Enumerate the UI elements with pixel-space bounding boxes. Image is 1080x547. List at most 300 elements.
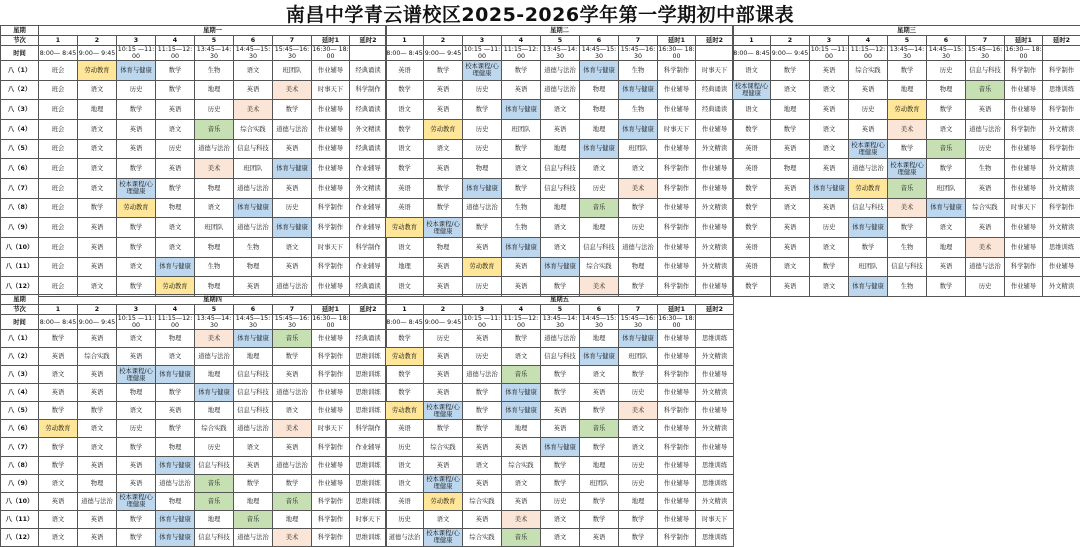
lesson-cell: 校本课程/心理健康 — [463, 61, 502, 81]
class-label: 八（12） — [1, 277, 39, 297]
lesson-cell: 班团队 — [619, 139, 658, 159]
lesson-cell: 生物 — [888, 237, 927, 257]
class-label: 八（2） — [1, 80, 39, 100]
lesson-cell: 语文 — [234, 61, 273, 81]
lesson-cell: 数学 — [156, 80, 195, 100]
lesson-cell: 信息与科技 — [234, 366, 273, 384]
lesson-cell: 数学 — [619, 510, 658, 528]
lesson-cell: 劳动教育 — [386, 218, 424, 238]
lesson-cell: 语文 — [733, 61, 771, 81]
lesson-cell: 地理 — [541, 198, 580, 218]
lesson-cell: 道德与法治 — [234, 420, 273, 438]
class-label: 八（9） — [1, 474, 39, 492]
class-row — [386, 384, 734, 402]
class-row — [1, 257, 387, 277]
lesson-cell: 科学制作 — [350, 237, 387, 257]
period-time: 15:45—16:30 — [273, 46, 312, 61]
lesson-cell: 英语 — [502, 277, 541, 297]
period-number: 4 — [502, 305, 541, 315]
week-label: 星期 — [1, 295, 39, 305]
period-number: 延时2 — [350, 36, 387, 46]
lesson-cell: 思维训练 — [1043, 237, 1080, 257]
lesson-cell: 地理 — [580, 456, 619, 474]
lesson-cell: 语文 — [39, 510, 78, 528]
lesson-cell: 数学 — [117, 277, 156, 297]
period-time: 13:45—14:30 — [541, 46, 580, 61]
period-time — [1043, 46, 1080, 61]
class-row — [1, 80, 387, 100]
lesson-cell: 道德与法治 — [273, 277, 312, 297]
lesson-cell: 信息与科技 — [541, 159, 580, 179]
lesson-cell: 英语 — [463, 438, 502, 456]
lesson-cell: 数学 — [117, 438, 156, 456]
lesson-cell: 数学 — [541, 456, 580, 474]
lesson-cell: 英语 — [810, 159, 849, 179]
lesson-cell: 数学 — [234, 474, 273, 492]
lesson-cell: 时事天下 — [696, 510, 734, 528]
period-time: 8:00— 8:45 — [386, 315, 424, 330]
lesson-cell: 体育与健康 — [195, 384, 234, 402]
lesson-cell: 数学 — [541, 277, 580, 297]
lesson-cell: 科学制作 — [312, 366, 350, 384]
class-row — [386, 348, 734, 366]
lesson-cell: 地理 — [195, 366, 234, 384]
lesson-cell: 外文精读 — [1043, 159, 1080, 179]
lesson-cell: 劳动教育 — [849, 178, 888, 198]
lesson-cell: 语文 — [927, 218, 966, 238]
lesson-cell: 信息与科技 — [234, 384, 273, 402]
lesson-cell: 地理 — [888, 80, 927, 100]
lesson-cell: 语文 — [78, 159, 117, 179]
lesson-cell: 数学 — [927, 277, 966, 297]
period-number: 1 — [386, 36, 424, 46]
lesson-cell: 信息与科技 — [541, 178, 580, 198]
lesson-cell: 数学 — [117, 528, 156, 546]
period-number: 7 — [619, 305, 658, 315]
day-header: 星期四 — [39, 295, 387, 305]
lesson-cell: 数学 — [463, 420, 502, 438]
period-time: 15:45—16:30 — [966, 46, 1005, 61]
lesson-cell: 历史 — [810, 218, 849, 238]
lesson-cell: 综合实践 — [849, 61, 888, 81]
lesson-cell: 班会 — [39, 100, 78, 120]
lesson-cell: 综合实践 — [463, 492, 502, 510]
lesson-cell: 音乐 — [195, 492, 234, 510]
class-row — [1, 474, 387, 492]
lesson-cell: 英语 — [771, 277, 810, 297]
lesson-cell: 地理 — [502, 420, 541, 438]
class-label: 八（8） — [1, 198, 39, 218]
lesson-cell: 思维训练 — [350, 528, 387, 546]
period-time: 8:00— 8:45 — [39, 315, 78, 330]
class-row — [1, 237, 387, 257]
lesson-cell: 科学制作 — [312, 218, 350, 238]
lesson-cell: 语文 — [234, 438, 273, 456]
lesson-cell: 语文 — [156, 348, 195, 366]
lesson-cell: 综合实践 — [580, 257, 619, 277]
lesson-cell: 科学制作 — [658, 218, 696, 238]
lesson-cell: 班会 — [39, 159, 78, 179]
lesson-cell: 作业辅导 — [658, 330, 696, 348]
lesson-cell: 语文 — [156, 119, 195, 139]
lesson-cell: 物理 — [156, 198, 195, 218]
lesson-cell: 语文 — [156, 218, 195, 238]
lesson-cell: 数学 — [733, 178, 771, 198]
lesson-cell: 英语 — [771, 139, 810, 159]
class-label: 八（11） — [1, 510, 39, 528]
lesson-cell: 科学制作 — [658, 528, 696, 546]
class-row — [386, 218, 734, 238]
lesson-cell: 历史 — [195, 438, 234, 456]
lesson-cell: 英语 — [117, 474, 156, 492]
lesson-cell: 英语 — [580, 528, 619, 546]
lesson-cell: 作业辅导 — [696, 159, 734, 179]
lesson-cell: 思维训练 — [350, 402, 387, 420]
period-time: 11:15—12:00 — [156, 46, 195, 61]
lesson-cell: 英语 — [117, 456, 156, 474]
lesson-cell: 生物 — [619, 61, 658, 81]
lesson-cell: 物理 — [78, 474, 117, 492]
class-label: 八（7） — [1, 178, 39, 198]
lesson-cell: 道德与法治 — [273, 119, 312, 139]
lesson-cell: 道德与法治 — [966, 257, 1005, 277]
lesson-cell: 作业辅导 — [658, 384, 696, 402]
lesson-cell: 语文 — [117, 330, 156, 348]
class-label: 八（6） — [1, 420, 39, 438]
timetable-1 — [385, 25, 734, 297]
lesson-cell: 历史 — [619, 456, 658, 474]
class-row — [733, 61, 1080, 81]
lesson-cell: 作业辅导 — [350, 257, 387, 277]
period-number: 2 — [78, 36, 117, 46]
lesson-cell: 外文精读 — [350, 178, 387, 198]
lesson-cell: 班团队 — [849, 257, 888, 277]
class-row — [386, 402, 734, 420]
lesson-cell: 校本课程/心理健康 — [424, 402, 463, 420]
lesson-cell: 地理 — [580, 218, 619, 238]
class-label: 八（12） — [1, 528, 39, 546]
period-number: 延时2 — [696, 305, 734, 315]
lesson-cell: 外文精读 — [696, 139, 734, 159]
lesson-cell: 语文 — [273, 237, 312, 257]
period-number: 延时1 — [312, 305, 350, 315]
lesson-cell: 综合实践 — [502, 456, 541, 474]
lesson-cell: 数学 — [580, 492, 619, 510]
lesson-cell: 外文精读 — [696, 420, 734, 438]
lesson-cell: 作业辅导 — [312, 178, 350, 198]
lesson-cell: 数学 — [386, 119, 424, 139]
lesson-cell: 外文精读 — [696, 348, 734, 366]
lesson-cell: 语文 — [386, 100, 424, 120]
lesson-cell: 数学 — [386, 384, 424, 402]
lesson-cell: 作业辅导 — [658, 139, 696, 159]
class-row — [1, 139, 387, 159]
class-row — [1, 456, 387, 474]
lesson-cell: 思维训练 — [350, 456, 387, 474]
lesson-cell: 综合实践 — [463, 528, 502, 546]
period-time: 16:30— 18:00 — [1005, 46, 1043, 61]
lesson-cell: 地理 — [234, 492, 273, 510]
lesson-cell: 科学制作 — [658, 402, 696, 420]
page-title: 南昌中学青云谱校区2025-2026学年第一学期初中部课表 — [0, 0, 1080, 30]
class-row — [1, 438, 387, 456]
lesson-cell: 道德与法治 — [966, 119, 1005, 139]
class-label: 八（3） — [1, 100, 39, 120]
class-label: 八（10） — [1, 492, 39, 510]
lesson-cell: 地理 — [273, 510, 312, 528]
lesson-cell: 作业辅导 — [696, 402, 734, 420]
lesson-cell: 劳动教育 — [888, 100, 927, 120]
lesson-cell: 数学 — [580, 402, 619, 420]
lesson-cell: 英语 — [771, 218, 810, 238]
lesson-cell: 数学 — [502, 330, 541, 348]
class-row — [386, 159, 734, 179]
class-row — [733, 100, 1080, 120]
lesson-cell: 英语 — [966, 218, 1005, 238]
lesson-cell: 科学制作 — [658, 438, 696, 456]
lesson-cell: 体育与健康 — [849, 218, 888, 238]
class-row — [386, 237, 734, 257]
lesson-cell: 体育与健康 — [502, 237, 541, 257]
lesson-cell: 英语 — [810, 100, 849, 120]
lesson-cell: 体育与健康 — [810, 178, 849, 198]
lesson-cell: 语文 — [771, 80, 810, 100]
lesson-cell: 数学 — [156, 61, 195, 81]
lesson-cell: 数学 — [156, 420, 195, 438]
lesson-cell: 英语 — [966, 100, 1005, 120]
lesson-cell: 地理 — [580, 330, 619, 348]
lesson-cell: 语文 — [386, 474, 424, 492]
lesson-cell: 英语 — [78, 330, 117, 348]
lesson-cell: 语文 — [78, 119, 117, 139]
class-row — [386, 456, 734, 474]
lesson-cell: 作业辅导 — [658, 474, 696, 492]
lesson-cell: 英语 — [771, 178, 810, 198]
period-time: 10:15 —11:00 — [463, 315, 502, 330]
lesson-cell: 美术 — [966, 237, 1005, 257]
lesson-cell: 道德与法治 — [156, 474, 195, 492]
lesson-cell: 信息与科技 — [888, 257, 927, 277]
lesson-cell: 地理 — [78, 100, 117, 120]
class-row — [386, 510, 734, 528]
lesson-cell: 班团队 — [619, 348, 658, 366]
lesson-cell: 语文 — [541, 528, 580, 546]
lesson-cell: 语文 — [78, 139, 117, 159]
lesson-cell: 数学 — [156, 384, 195, 402]
lesson-cell: 体育与健康 — [234, 330, 273, 348]
lesson-cell: 班团队 — [273, 61, 312, 81]
lesson-cell: 语文 — [463, 456, 502, 474]
lesson-cell: 英语 — [386, 61, 424, 81]
lesson-cell: 数学 — [78, 198, 117, 218]
lesson-cell: 班会 — [39, 119, 78, 139]
lesson-cell: 生物 — [888, 277, 927, 297]
lesson-cell: 体育与健康 — [156, 366, 195, 384]
lesson-cell: 英语 — [78, 237, 117, 257]
period-number: 5 — [541, 36, 580, 46]
lesson-cell: 语文 — [771, 257, 810, 277]
lesson-cell: 体育与健康 — [502, 100, 541, 120]
day-header: 星期二 — [386, 26, 734, 36]
lesson-cell: 英语 — [386, 492, 424, 510]
period-time: 11:15—12:00 — [156, 315, 195, 330]
lesson-cell: 作业辅导 — [1005, 277, 1043, 297]
lesson-cell: 物理 — [195, 178, 234, 198]
lesson-cell: 作业辅导 — [1005, 139, 1043, 159]
lesson-cell: 思维训练 — [1043, 80, 1080, 100]
lesson-cell: 英语 — [849, 119, 888, 139]
lesson-cell: 作业辅导 — [350, 198, 387, 218]
lesson-cell: 综合实践 — [78, 348, 117, 366]
class-row — [386, 178, 734, 198]
lesson-cell: 美术 — [234, 100, 273, 120]
lesson-cell: 英语 — [117, 139, 156, 159]
lesson-cell: 体育与健康 — [156, 510, 195, 528]
period-time: 13:45—14:30 — [195, 46, 234, 61]
lesson-cell: 语文 — [619, 420, 658, 438]
lesson-cell: 语文 — [502, 159, 541, 179]
lesson-cell: 劳动教育 — [117, 198, 156, 218]
lesson-cell: 语文 — [541, 218, 580, 238]
lesson-cell: 历史 — [619, 474, 658, 492]
lesson-cell: 科学制作 — [658, 178, 696, 198]
period-number: 延时2 — [1043, 36, 1080, 46]
lesson-cell: 数学 — [771, 61, 810, 81]
lesson-cell: 体育与健康 — [463, 178, 502, 198]
lesson-cell: 英语 — [273, 139, 312, 159]
timetable-4 — [385, 294, 734, 547]
lesson-cell: 美术 — [502, 510, 541, 528]
class-row — [386, 119, 734, 139]
period-time: 10:15 —11:00 — [463, 46, 502, 61]
class-label: 八（11） — [1, 257, 39, 277]
lesson-cell: 数学 — [273, 474, 312, 492]
lesson-cell: 数学 — [117, 159, 156, 179]
class-row — [1, 119, 387, 139]
period-number: 5 — [195, 36, 234, 46]
lesson-cell: 思维训练 — [350, 366, 387, 384]
class-row — [733, 80, 1080, 100]
lesson-cell: 地理 — [927, 237, 966, 257]
lesson-cell: 音乐 — [927, 139, 966, 159]
lesson-cell: 历史 — [463, 119, 502, 139]
lesson-cell: 语文 — [78, 178, 117, 198]
lesson-cell: 时事天下 — [312, 420, 350, 438]
lesson-cell: 物理 — [771, 159, 810, 179]
lesson-cell: 校本课程/心理健康 — [424, 218, 463, 238]
lesson-cell: 美术 — [888, 198, 927, 218]
week-label: 星期 — [1, 26, 39, 36]
lesson-cell: 科学制作 — [312, 438, 350, 456]
lesson-cell: 外文精读 — [696, 237, 734, 257]
period-number: 4 — [849, 36, 888, 46]
class-row — [733, 119, 1080, 139]
lesson-cell: 语文 — [733, 100, 771, 120]
period-number: 3 — [463, 305, 502, 315]
lesson-cell: 英语 — [810, 198, 849, 218]
period-number: 延时1 — [312, 36, 350, 46]
period-time: 14:45—15:30 — [580, 315, 619, 330]
lesson-cell: 英语 — [78, 384, 117, 402]
lesson-cell: 作业辅导 — [1043, 257, 1080, 277]
class-row — [733, 218, 1080, 238]
lesson-cell: 语文 — [117, 402, 156, 420]
day-header: 星期三 — [733, 26, 1080, 36]
lesson-cell: 班会 — [39, 218, 78, 238]
lesson-cell: 思维训练 — [696, 456, 734, 474]
period-time: 9:00— 9:45 — [424, 46, 463, 61]
lesson-cell: 地理 — [234, 348, 273, 366]
period-time: 8:00— 8:45 — [39, 46, 78, 61]
lesson-cell: 语文 — [78, 80, 117, 100]
lesson-cell: 数学 — [424, 178, 463, 198]
lesson-cell: 作业辅导 — [1005, 100, 1043, 120]
lesson-cell: 数学 — [463, 218, 502, 238]
period-number: 延时2 — [350, 305, 387, 315]
lesson-cell: 生物 — [502, 198, 541, 218]
lesson-cell: 历史 — [927, 61, 966, 81]
period-number: 7 — [273, 36, 312, 46]
period-number: 1 — [39, 305, 78, 315]
lesson-cell: 生物 — [966, 159, 1005, 179]
lesson-cell: 信息与科技 — [580, 237, 619, 257]
class-label: 八（4） — [1, 384, 39, 402]
class-label: 八（8） — [1, 456, 39, 474]
lesson-cell: 音乐 — [195, 474, 234, 492]
class-label: 八（1） — [1, 61, 39, 81]
lesson-cell: 作业辅导 — [312, 402, 350, 420]
lesson-cell: 语文 — [541, 237, 580, 257]
lesson-cell: 英语 — [733, 237, 771, 257]
lesson-cell: 道德与法治 — [195, 348, 234, 366]
period-number: 7 — [619, 36, 658, 46]
lesson-cell: 数学 — [927, 100, 966, 120]
lesson-cell: 美术 — [273, 528, 312, 546]
lesson-cell: 历史 — [580, 178, 619, 198]
lesson-cell: 作业辅导 — [312, 330, 350, 348]
lesson-cell: 作业辅导 — [696, 218, 734, 238]
lesson-cell: 作业辅导 — [658, 100, 696, 120]
class-row — [1, 492, 387, 510]
lesson-cell: 物理 — [195, 277, 234, 297]
lesson-cell: 数学 — [424, 198, 463, 218]
lesson-cell: 科学制作 — [350, 80, 387, 100]
lesson-cell: 英语 — [78, 218, 117, 238]
lesson-cell: 数学 — [888, 218, 927, 238]
lesson-cell: 语文 — [771, 198, 810, 218]
lesson-cell: 劳动教育 — [78, 61, 117, 81]
lesson-cell: 作业辅导 — [312, 474, 350, 492]
class-row — [386, 474, 734, 492]
lesson-cell: 班会 — [39, 198, 78, 218]
lesson-cell: 英语 — [424, 257, 463, 277]
lesson-cell: 音乐 — [502, 528, 541, 546]
lesson-cell: 历史 — [966, 139, 1005, 159]
lesson-cell: 作业辅导 — [658, 510, 696, 528]
lesson-cell: 作业辅导 — [658, 237, 696, 257]
period-time: 10:15 —11:00 — [117, 46, 156, 61]
lesson-cell: 体育与健康 — [156, 257, 195, 277]
class-row — [386, 80, 734, 100]
lesson-cell: 美术 — [195, 159, 234, 179]
class-row — [386, 61, 734, 81]
lesson-cell: 英语 — [273, 366, 312, 384]
lesson-cell: 英语 — [78, 456, 117, 474]
lesson-cell: 科学制作 — [312, 528, 350, 546]
lesson-cell: 科学制作 — [1043, 139, 1080, 159]
period-time: 11:15—12:00 — [849, 46, 888, 61]
lesson-cell: 美术 — [580, 277, 619, 297]
